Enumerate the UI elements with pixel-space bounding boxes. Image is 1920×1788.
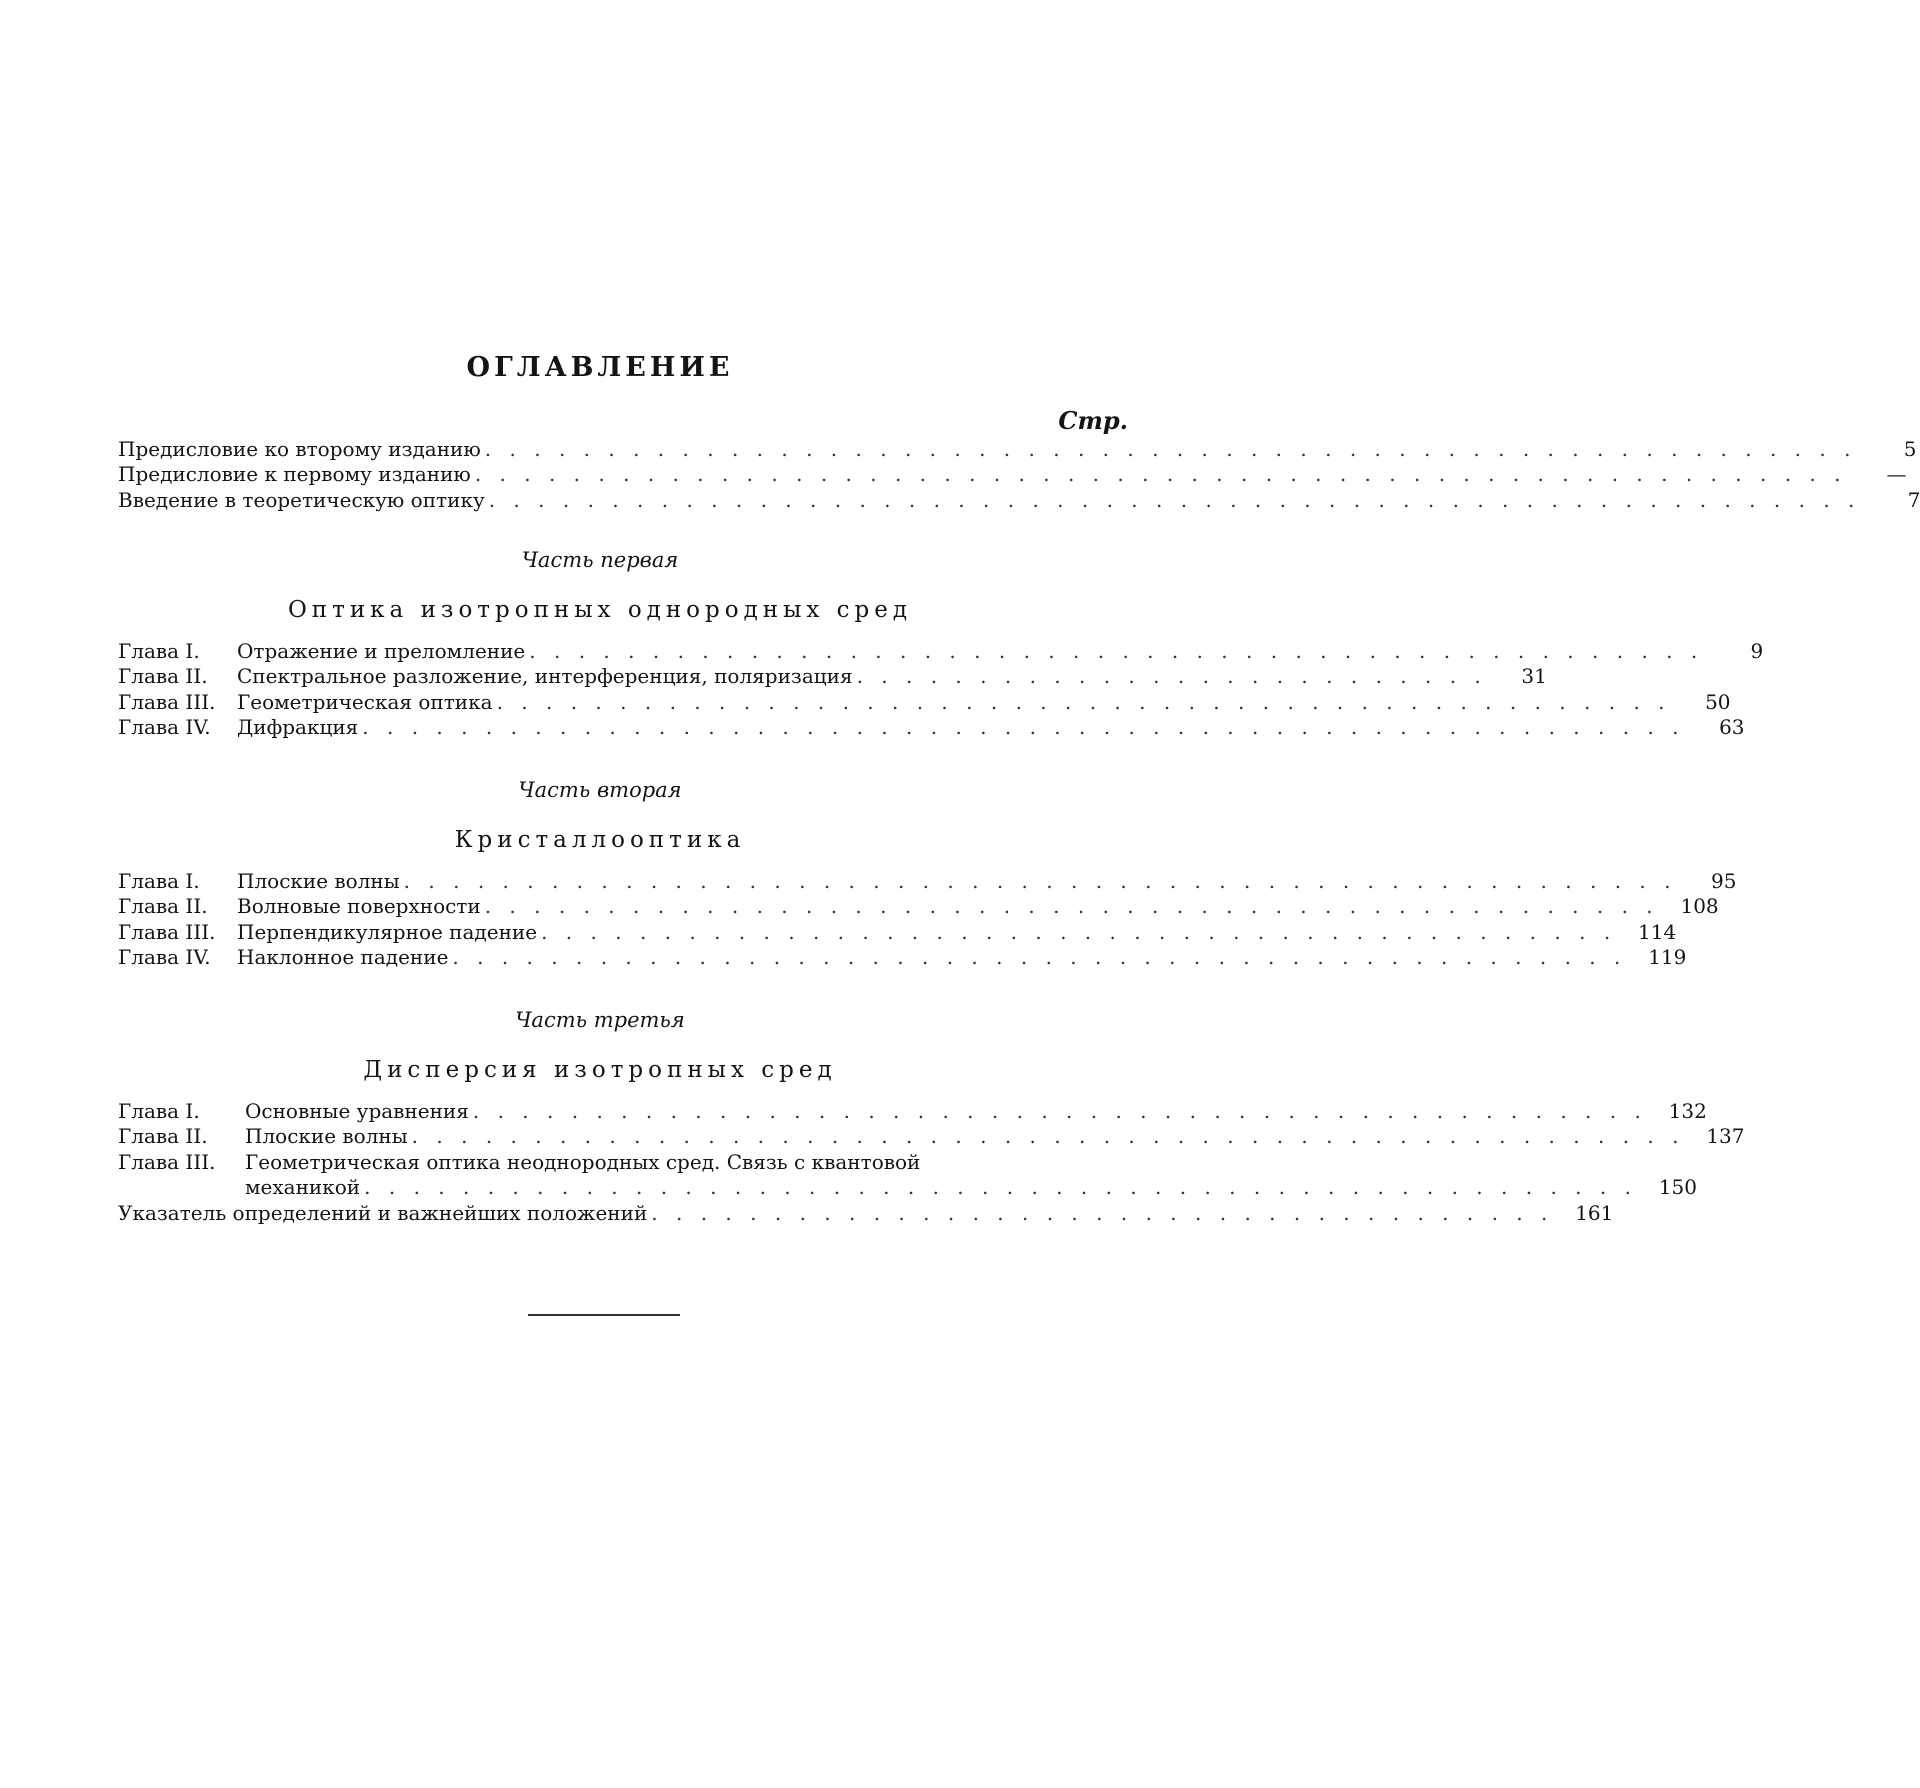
entry-title: Введение в теоретическую оптику xyxy=(118,487,485,512)
leader-dots: . . . . . . . . . . . . . . . . . . . . . . . . . . . . . . . . . . . . . . . . . . . . . . . . . . . . xyxy=(364,1175,1637,1199)
entry-title: Перпендикулярное падение xyxy=(237,919,538,944)
toc-entry xyxy=(118,1198,1614,1225)
part-3-chapters xyxy=(118,1096,1745,1225)
entry-page: 5 xyxy=(1903,436,1917,461)
entry-title: Геометрическая оптика xyxy=(237,689,493,714)
toc-entry xyxy=(118,917,1677,944)
entry-title: Предисловие ко второму изданию xyxy=(118,436,481,461)
entry-page: 114 xyxy=(1638,919,1677,944)
entry-page: 95 xyxy=(1711,868,1737,893)
leader-dots: . . . . . . . . . . . . . . . . . . . . . . . . . . . . . . . . . . . . . . . . . . . . . . . . . . . . . . . . xyxy=(484,436,1857,461)
entry-page: 9 xyxy=(1750,638,1764,663)
chapter-label: Глава I. xyxy=(118,1098,200,1123)
entry-title: Волновые поверхности xyxy=(237,894,481,918)
leader-dots: . . . . . . . . . . . . . . . . . . . . . . . . . . . . . . . . . . . . . . . . . . . . . . . . xyxy=(529,638,1704,663)
page-column-header: Стр. xyxy=(1058,406,1128,435)
leader-dots: . . . . . . . . . . . . . . . . . . . . . . . . . . . . . . . . . . . . . . . . . . . . . . . . xyxy=(496,689,1671,714)
entry-page: 63 xyxy=(1719,715,1745,739)
entry-title-continuation: механикой xyxy=(245,1175,361,1199)
chapter-label: Глава I. xyxy=(118,868,200,893)
toc-entry xyxy=(118,866,1737,893)
leader-dots: . . . . . . . . . . . . . . . . . . . . . . . . . . . . . . . . . . . . . xyxy=(651,1200,1554,1225)
leader-dots: . . . . . . . . . . . . . . . . . . . . . . . . . . . . . . . . . . . . . . . . . . . . . . . . xyxy=(472,1098,1647,1123)
part-1-label: Часть первая xyxy=(521,548,679,572)
toc-entry xyxy=(118,1096,1707,1123)
part-1-title: Оптика изотропных однородных сред xyxy=(287,597,913,623)
leader-dots: . . . . . . . . . . . . . . . . . . . . . . . . . . xyxy=(856,664,1487,688)
chapter-label: Глава III. xyxy=(118,1149,216,1174)
part-3-title: Дисперсия изотропных сред xyxy=(363,1057,837,1083)
leader-dots: . . . . . . . . . . . . . . . . . . . . . . . . . . . . . . . . . . . . . . . . . . . . . . . . . . . . xyxy=(411,1124,1685,1148)
leader-dots: . . . . . . . . . . . . . . . . . . . . . . . . . . . . . . . . . . . . . . . . . . . . . . . . xyxy=(452,945,1627,969)
entry-page: 7 xyxy=(1907,487,1920,512)
toc-entry xyxy=(118,485,1920,512)
chapter-label: Глава III. xyxy=(118,919,216,944)
entry-page: 161 xyxy=(1575,1200,1614,1225)
entry-page: 150 xyxy=(1658,1175,1697,1199)
chapter-label: Глава II. xyxy=(118,1124,208,1148)
toc-entry xyxy=(118,460,1907,486)
entry-title: Основные уравнения xyxy=(245,1098,469,1123)
leader-dots: . . . . . . . . . . . . . . . . . . . . . . . . . . . . . . . . . . . . . . . . . . . . xyxy=(541,919,1617,944)
entry-page: 137 xyxy=(1706,1124,1745,1148)
part-3-label: Часть третья xyxy=(515,1008,685,1032)
entry-title: Плоские волны xyxy=(237,868,400,893)
toc-entry xyxy=(118,434,1917,461)
entry-page: 119 xyxy=(1648,945,1687,969)
toc-entry xyxy=(118,636,1764,663)
entry-page: — xyxy=(1886,462,1907,486)
entry-title: Отражение и преломление xyxy=(237,638,526,663)
entry-title: Дифракция xyxy=(237,715,359,739)
chapter-label: Глава IV. xyxy=(118,945,211,969)
entry-title: Указатель определений и важнейших положений xyxy=(118,1200,648,1225)
page-title: ОГЛАВЛЕНИЕ xyxy=(466,352,734,383)
entry-page: 31 xyxy=(1521,664,1547,688)
toc-entry xyxy=(118,943,1687,969)
leader-dots: . . . . . . . . . . . . . . . . . . . . . . . . . . . . . . . . . . . . . . . . . . . . . . . . . . . . . . . . xyxy=(474,462,1847,486)
chapter-label: Глава II. xyxy=(118,664,208,688)
entry-title: Спектральное разложение, интерференция, поляризация xyxy=(237,664,853,688)
chapter-label: Глава II. xyxy=(118,894,208,918)
intro-entries xyxy=(118,434,1920,512)
leader-dots: . . . . . . . . . . . . . . . . . . . . . . . . . . . . . . . . . . . . . . . . . . . . . . . . . . . . . . xyxy=(362,715,1685,739)
entry-title: Наклонное падение xyxy=(237,945,449,969)
toc-entry xyxy=(118,713,1745,739)
entry-page: 132 xyxy=(1668,1098,1707,1123)
entry-title: Плоские волны xyxy=(245,1124,408,1148)
leader-dots: . . . . . . . . . . . . . . . . . . . . . . . . . . . . . . . . . . . . . . . . . . . . . . . . . . . . . . . . xyxy=(488,487,1861,512)
toc-entry xyxy=(118,1122,1745,1148)
toc-entry xyxy=(118,687,1731,714)
chapter-label: Глава IV. xyxy=(118,715,211,739)
chapter-label: Глава I. xyxy=(118,638,200,663)
entry-page: 108 xyxy=(1680,894,1719,918)
toc-entry xyxy=(118,892,1719,918)
part-1-chapters xyxy=(118,636,1764,739)
part-2-title: Кристаллооптика xyxy=(454,827,746,853)
leader-dots: . . . . . . . . . . . . . . . . . . . . . . . . . . . . . . . . . . . . . . . . . . . . . . . . . . . . xyxy=(403,868,1677,893)
toc-entry-continuation xyxy=(118,1173,1697,1199)
chapter-label: Глава III. xyxy=(118,689,216,714)
part-2-chapters xyxy=(118,866,1737,969)
toc-entry xyxy=(118,662,1547,688)
toc-entry xyxy=(118,1147,1128,1173)
entry-title: Предисловие к первому изданию xyxy=(118,462,471,486)
closing-rule xyxy=(528,1314,680,1316)
part-2-label: Часть вторая xyxy=(518,778,682,802)
leader-dots: . . . . . . . . . . . . . . . . . . . . . . . . . . . . . . . . . . . . . . . . . . . . . . . . xyxy=(484,894,1659,918)
entry-title: Геометрическая оптика неоднородных сред. Связь с квантовой xyxy=(245,1149,921,1174)
entry-page: 50 xyxy=(1705,689,1731,714)
